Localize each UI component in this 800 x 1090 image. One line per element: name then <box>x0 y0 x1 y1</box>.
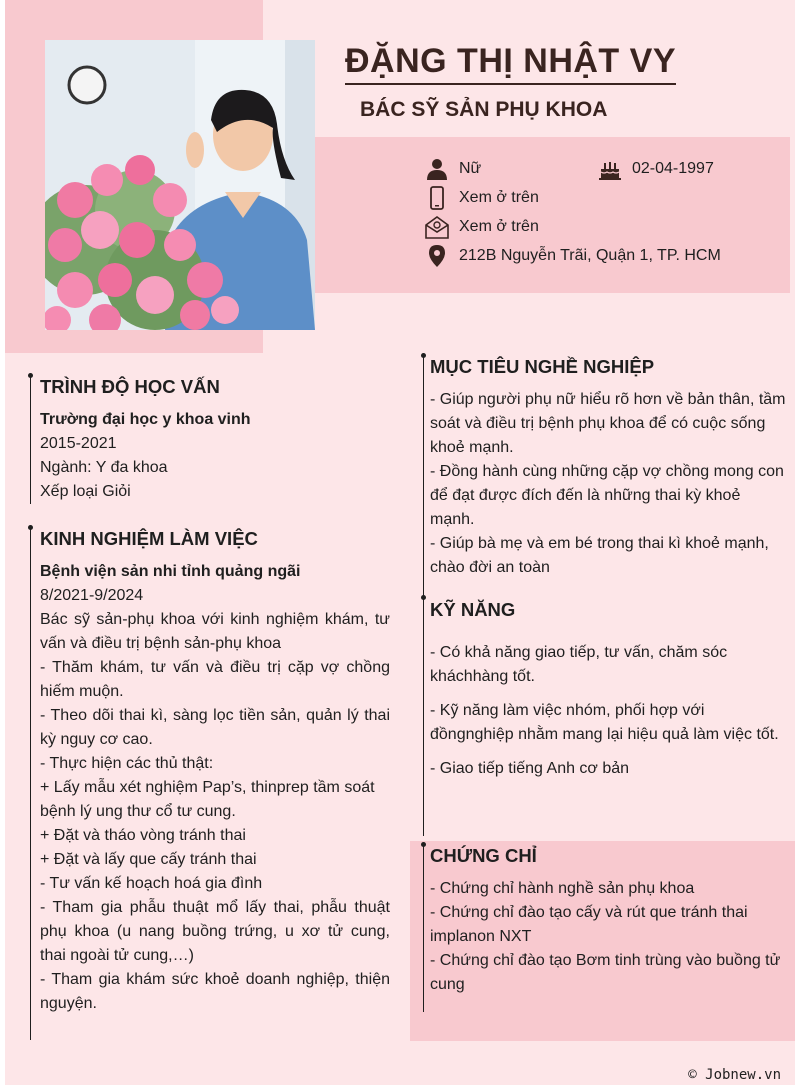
education-major: Ngành: Y đa khoa <box>40 459 168 476</box>
birthday-value: 02-04-1997 <box>632 160 714 177</box>
education-years: 2015-2021 <box>40 435 117 452</box>
education-grade: Xếp loại Giỏi <box>40 483 131 500</box>
experience-line: - Tham gia phẫu thuật mổ lấy thai, phẫu thuật phụ khoa (u nang buồng trứng, u xơ tử cung, thai ngoài tử cung,…) <box>40 899 390 964</box>
experience-line: + Đặt và tháo vòng tránh thai <box>40 827 246 844</box>
portrait-photo <box>45 40 315 330</box>
contact-phone <box>425 186 539 210</box>
contact-gender <box>425 157 481 181</box>
objective-heading: MỤC TIÊU NGHỀ NGHIỆP <box>430 356 655 377</box>
location-icon <box>425 244 449 268</box>
cv-page <box>5 0 795 1085</box>
candidate-name: ĐẶNG THỊ NHẬT VY <box>345 42 676 85</box>
experience-line: Bác sỹ sản-phụ khoa với kinh nghiệm khám, tư vấn và điều trị bệnh sản-phụ khoa <box>40 611 390 652</box>
education-dot <box>28 373 33 378</box>
email-icon <box>425 215 449 239</box>
skill-line: - Giao tiếp tiếng Anh cơ bản <box>430 760 630 777</box>
experience-heading: KINH NGHIỆM LÀM VIỆC <box>40 528 258 549</box>
certificates-rule <box>423 845 424 1012</box>
email-value: Xem ở trên <box>459 218 539 235</box>
skills-section <box>430 599 780 781</box>
contact-birthday <box>598 157 714 181</box>
contact-address <box>425 244 721 268</box>
gender-value: Nữ <box>459 160 482 177</box>
education-section <box>40 376 395 504</box>
certificate-line: - Chứng chỉ hành nghề sản phụ khoa <box>430 880 695 897</box>
skills-dot <box>421 595 426 600</box>
skills-heading: KỸ NĂNG <box>430 599 516 620</box>
objective-line: - Đồng hành cùng những cặp vợ chồng mong con để đạt được đích đến là những thai kỳ khoẻ mạnh. <box>430 463 784 528</box>
skill-line: - Kỹ năng làm việc nhóm, phối hợp với đồngnghiệp nhằm mang lại hiệu quả làm việc tốt. <box>430 702 779 743</box>
cake-icon <box>598 157 622 181</box>
experience-line: + Lấy mẫu xét nghiệm Pap’s, thinprep tầm soát <box>40 779 375 796</box>
experience-line: + Đặt và lấy que cấy tránh thai <box>40 851 257 868</box>
contact-email <box>425 215 539 239</box>
experience-line: - Theo dõi thai kì, sàng lọc tiền sản, quản lý thai kỳ nguy cơ cao. <box>40 707 390 748</box>
education-rule <box>30 376 31 504</box>
experience-line: bệnh lý ung thư cổ tư cung. <box>40 803 236 820</box>
certificate-line: - Chứng chỉ đào tạo cấy và rút que tránh thai implanon NXT <box>430 904 748 945</box>
user-icon <box>425 157 449 181</box>
experience-line: - Thực hiện các thủ thật: <box>40 755 214 772</box>
school-name: Trường đại học y khoa vinh <box>40 411 251 428</box>
objective-line: - Giúp bà mẹ và em bé trong thai kì khoẻ mạnh, chào đời an toàn <box>430 535 769 576</box>
certificates-section <box>430 845 785 997</box>
phone-icon <box>425 186 449 210</box>
certificates-heading: CHỨNG CHỈ <box>430 845 537 866</box>
experience-line: - Thăm khám, tư vấn và điều trị cặp vợ chồng hiếm muộn. <box>40 659 390 700</box>
education-heading: TRÌNH ĐỘ HỌC VẤN <box>40 376 220 397</box>
phone-value: Xem ở trên <box>459 189 539 206</box>
experience-section <box>40 528 390 1016</box>
certificates-dot <box>421 842 426 847</box>
job-title: BÁC SỸ SẢN PHỤ KHOA <box>360 98 608 121</box>
objective-section <box>430 356 786 580</box>
jobnew-credit[interactable]: © Jobnew.vn <box>688 1067 781 1083</box>
experience-rule <box>30 528 31 1040</box>
skill-line: - Có khả năng giao tiếp, tư vấn, chăm sóc kháchhàng tốt. <box>430 644 728 685</box>
employment-period: 8/2021-9/2024 <box>40 587 144 604</box>
objective-line: - Giúp người phụ nữ hiểu rõ hơn về bản thân, tầm soát và điều trị bệnh phụ khoa để có cuộc sống khoẻ mạnh. <box>430 391 786 456</box>
employer-name: Bệnh viện sản nhi tỉnh quảng ngãi <box>40 563 301 580</box>
address-value: 212B Nguyễn Trãi, Quận 1, TP. HCM <box>459 247 721 264</box>
certificate-line: - Chứng chỉ đào tạo Bơm tinh trùng vào buồng tử cung <box>430 952 781 993</box>
experience-dot <box>28 525 33 530</box>
experience-line: - Tư vấn kế hoạch hoá gia đình <box>40 875 263 892</box>
contact-panel <box>315 137 790 293</box>
experience-line: - Tham gia khám sức khoẻ doanh nghiệp, thiện nguyện. <box>40 971 390 1012</box>
objective-dot <box>421 353 426 358</box>
